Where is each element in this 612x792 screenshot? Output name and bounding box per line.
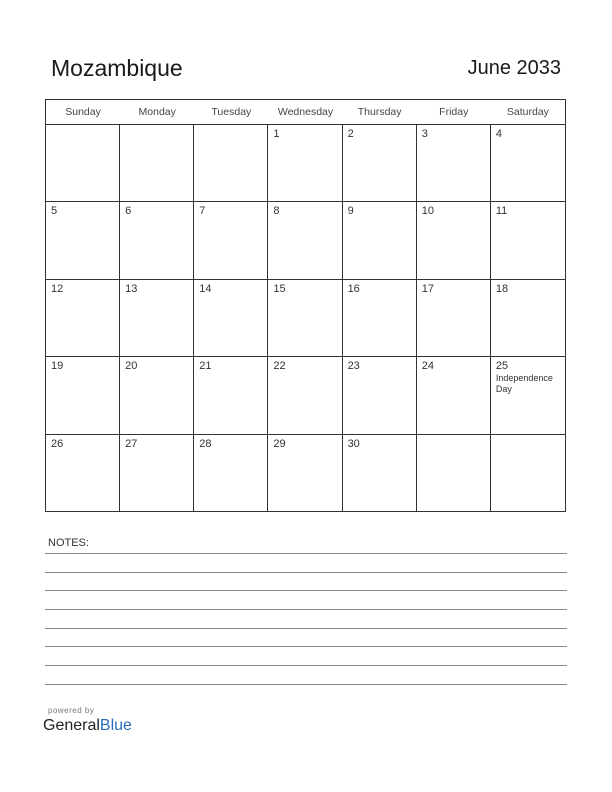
- day-cell: [120, 202, 194, 279]
- day-number: 17: [421, 282, 434, 295]
- day-cell: [417, 357, 491, 434]
- day-cell: [268, 357, 342, 434]
- day-cell: [343, 280, 417, 357]
- day-cell: [491, 202, 565, 279]
- day-number: 29: [273, 437, 286, 450]
- day-cell: [120, 435, 194, 512]
- note-line: [45, 609, 567, 610]
- day-cell: [268, 202, 342, 279]
- weekday-tuesday: Tuesday: [211, 106, 252, 118]
- day-number: 21: [199, 360, 212, 373]
- day-number: 18: [495, 282, 509, 295]
- brand-blue: Blue: [99, 717, 132, 734]
- weekday-saturday: Saturday: [506, 106, 549, 118]
- note-line: [45, 572, 567, 573]
- day-cell: [491, 280, 565, 357]
- day-cell: [491, 125, 565, 202]
- day-cell: [491, 357, 565, 434]
- day-cell: [194, 357, 268, 434]
- day-number: 27: [125, 437, 138, 450]
- powered-by-text: powered by: [48, 706, 95, 715]
- day-number: 11: [495, 205, 508, 218]
- holiday-label: Independence Day: [495, 373, 553, 395]
- day-number: 28: [199, 437, 212, 450]
- day-cell: [268, 125, 342, 202]
- calendar-grid: [45, 99, 566, 512]
- day-cell: [194, 202, 268, 279]
- day-cell: [120, 280, 194, 357]
- day-cell: [343, 357, 417, 434]
- day-number: 14: [199, 282, 212, 295]
- day-number: 1: [273, 128, 280, 140]
- note-line: [45, 646, 567, 647]
- day-number: 15: [273, 282, 286, 295]
- day-number: 4: [495, 128, 502, 140]
- day-number: 3: [421, 128, 428, 140]
- day-cell: [417, 202, 491, 279]
- day-cell: [46, 357, 120, 434]
- day-cell: [120, 357, 194, 434]
- weekday-header: [46, 100, 565, 125]
- weekday-wednesday: Wednesday: [277, 106, 334, 118]
- day-cell: [417, 125, 491, 202]
- day-cell: [343, 202, 417, 279]
- day-cell: [194, 125, 268, 202]
- day-grid: [46, 125, 565, 512]
- day-cell: [268, 435, 342, 512]
- weekday-friday: Friday: [439, 106, 469, 118]
- day-number: 5: [51, 205, 58, 218]
- note-line: [45, 590, 567, 591]
- day-cell: [46, 435, 120, 512]
- day-number: 22: [273, 360, 286, 373]
- day-number: 26: [51, 437, 64, 450]
- day-cell: [343, 125, 417, 202]
- day-cell: [417, 435, 491, 512]
- day-cell: [194, 435, 268, 512]
- generalblue-logo: [43, 717, 132, 735]
- day-number: 7: [199, 205, 206, 218]
- brand-general: General: [43, 717, 100, 734]
- day-number: 2: [347, 128, 354, 140]
- day-cell: [46, 280, 120, 357]
- day-number: 8: [273, 205, 280, 218]
- day-cell: [46, 125, 120, 202]
- day-cell: [491, 435, 565, 512]
- note-line: [45, 665, 567, 666]
- day-cell: [417, 280, 491, 357]
- day-number: 30: [347, 437, 360, 450]
- note-line: [45, 684, 567, 685]
- day-number: 13: [125, 282, 138, 295]
- day-number: 6: [125, 205, 132, 218]
- day-number: 23: [347, 360, 360, 373]
- country-title: Mozambique: [51, 55, 183, 81]
- day-number: 10: [421, 205, 434, 218]
- day-cell: [268, 280, 342, 357]
- day-number: 16: [347, 282, 360, 295]
- day-cell: [120, 125, 194, 202]
- day-number: 20: [125, 360, 138, 373]
- day-cell: [343, 435, 417, 512]
- weekday-thursday: Thursday: [357, 106, 402, 118]
- note-line: [45, 628, 567, 629]
- notes-label: NOTES:: [48, 537, 89, 549]
- weekday-sunday: Sunday: [65, 106, 101, 118]
- note-line: [45, 553, 567, 554]
- day-number: 9: [347, 205, 354, 218]
- month-year: June 2033: [467, 57, 561, 79]
- day-number: 25: [495, 360, 509, 373]
- day-cell: [194, 280, 268, 357]
- day-number: 19: [51, 360, 64, 373]
- day-number: 12: [51, 282, 64, 295]
- day-number: 24: [421, 360, 434, 373]
- weekday-monday: Monday: [138, 106, 176, 118]
- day-cell: [46, 202, 120, 279]
